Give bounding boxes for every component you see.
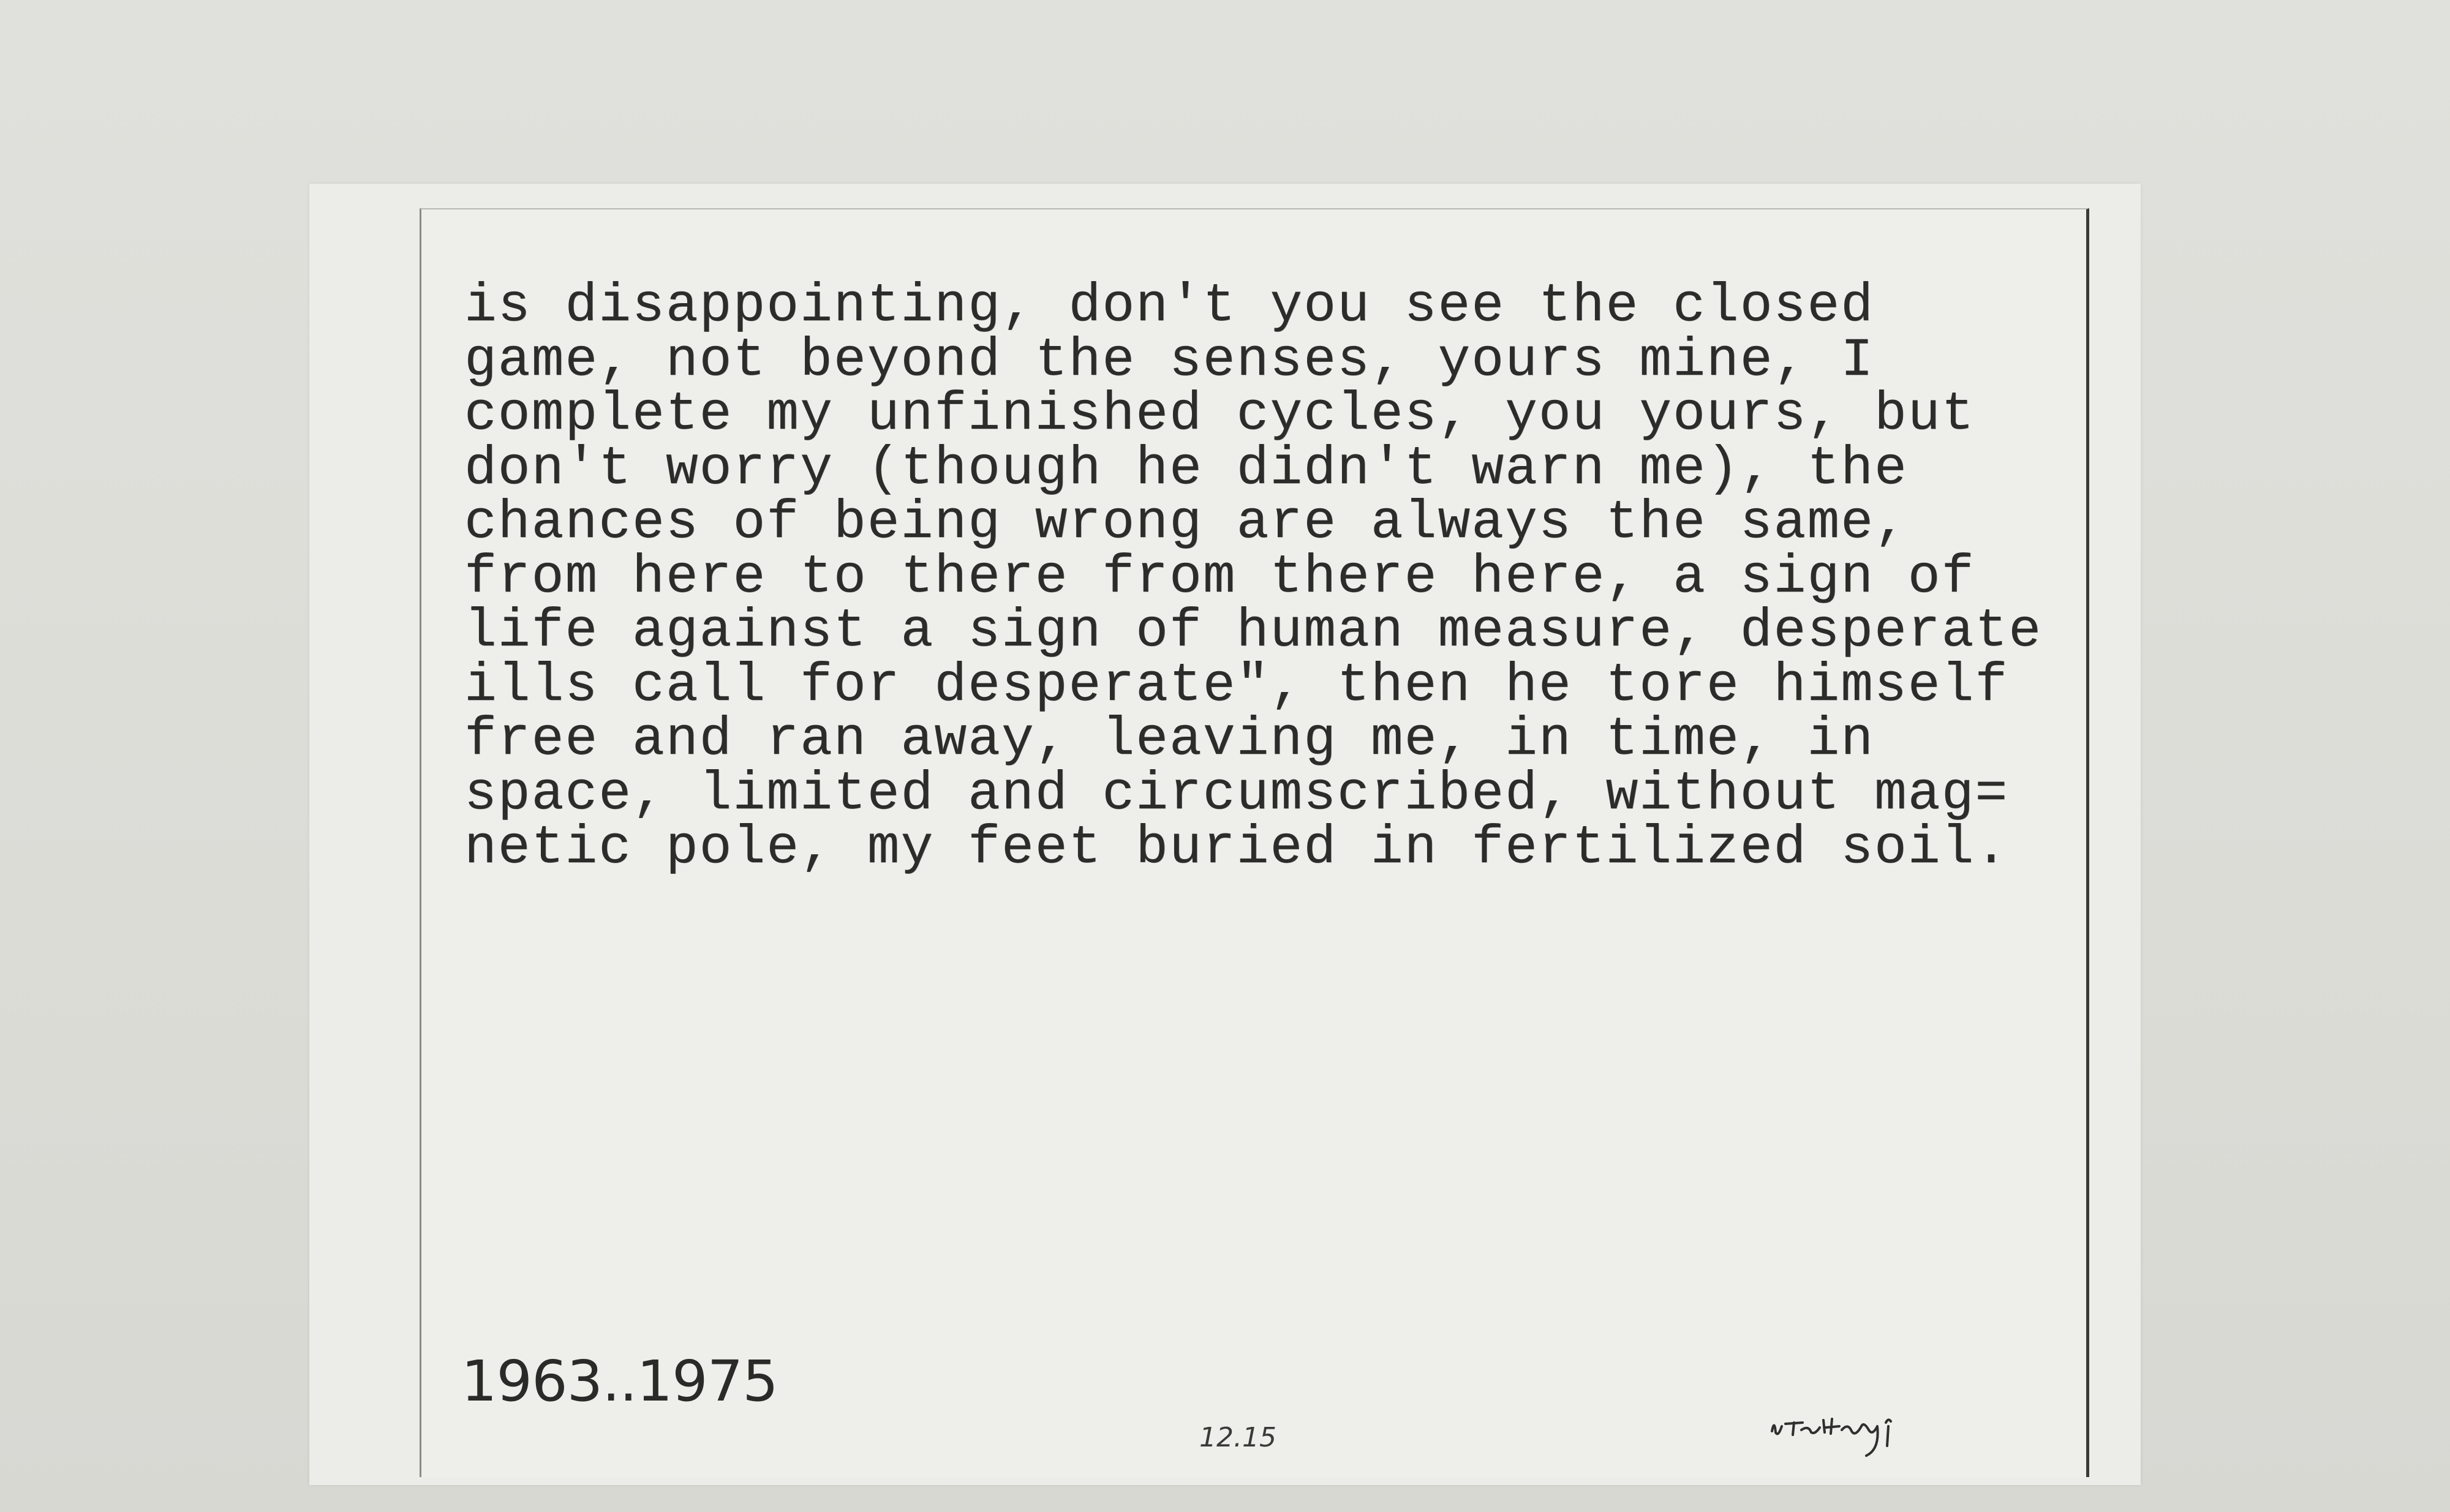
date-range: 1963..1975 xyxy=(461,1348,778,1414)
mat-board xyxy=(309,184,2141,1485)
text-line: space, limited and circumscribed, without mag= xyxy=(464,764,2009,825)
text-line: game, not beyond the senses, yours mine, I xyxy=(464,330,1874,391)
text-line: netic pole, my feet buried in fertilized soil. xyxy=(464,818,2009,879)
text-line: free and ran away, leaving me, in time, in xyxy=(464,710,1874,770)
text-line: from here to there from there here, a sign of xyxy=(464,547,1975,608)
text-line: chances of being wrong are always the same, xyxy=(464,493,1908,554)
text-line: don't worry (though he didn't warn me), the xyxy=(464,438,1908,500)
typed-sheet xyxy=(420,208,2089,1477)
signature xyxy=(1766,1394,1956,1462)
typewritten-text xyxy=(464,276,2057,879)
text-line: is disappointing, don't you see the closed xyxy=(464,276,1874,337)
page-number: 12.15 xyxy=(1199,1422,1276,1453)
text-line: ills call for desperate", then he tore himself xyxy=(464,655,2009,717)
text-line: complete my unfinished cycles, you yours, but xyxy=(464,385,1975,445)
text-line: life against a sign of human measure, desperate xyxy=(464,601,2043,662)
